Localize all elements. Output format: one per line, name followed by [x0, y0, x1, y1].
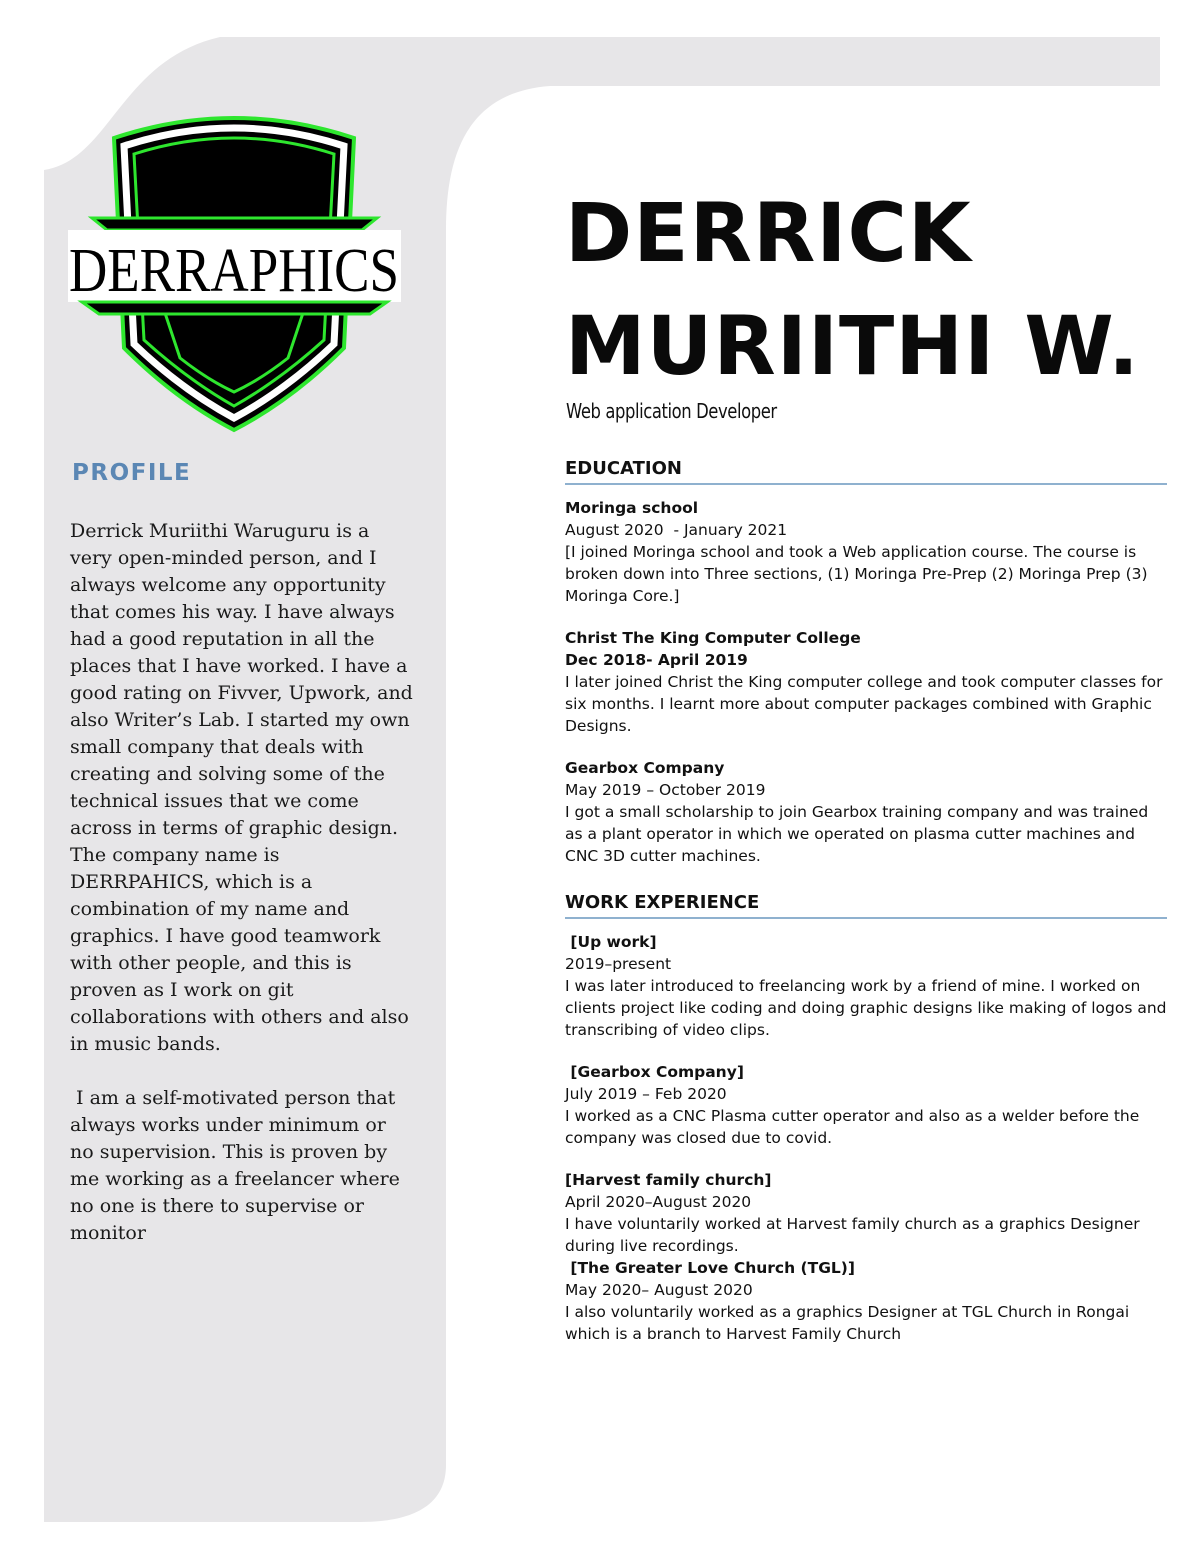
experience-dates: May 2020– August 2020	[565, 1281, 753, 1299]
experience-dates: April 2020–August 2020	[565, 1193, 752, 1211]
education-desc: [I joined Moringa school and took a Web application course. The course is broken down into Three sections, (1) Moringa Pre-Prep (2) Moringa Prep (3) Moringa Core.]	[565, 543, 1148, 605]
education-entry	[565, 627, 1167, 737]
education-desc: I got a small scholarship to join Gearbox training company and was trained as a plant operator in which we operated on plasma cutter machines and CNC 3D cutter machines.	[565, 803, 1149, 865]
experience-dates: 2019–present	[565, 955, 672, 973]
experience-entry	[565, 1257, 1167, 1345]
education-org: Christ The King Computer College	[565, 629, 861, 647]
education-dates: August 2020 - January 2021	[565, 521, 788, 539]
education-desc: I later joined Christ the King computer college and took computer classes for six months. I learnt more about computer packages combined with Graphic Designs.	[565, 673, 1163, 735]
profile-body	[70, 518, 415, 1274]
profile-paragraph: I am a self-motivated person that always works under minimum or no supervision. This is proven by me working as a freelancer where no one is there to supervise or monitor	[70, 1087, 406, 1244]
experience-org: [Up work]	[565, 933, 657, 951]
education-heading: EDUCATION	[565, 458, 1167, 485]
experience-desc: I have voluntarily worked at Harvest family church as a graphics Designer during live recordings.	[565, 1215, 1140, 1255]
education-entry	[565, 497, 1167, 607]
experience-entry	[565, 1169, 1167, 1257]
experience-desc: I worked as a CNC Plasma cutter operator and also as a welder before the company was closed due to covid.	[565, 1107, 1140, 1147]
experience-org: [The Greater Love Church (TGL)]	[565, 1259, 855, 1277]
education-entry	[565, 757, 1167, 867]
education-org: Gearbox Company	[565, 759, 725, 777]
logo-text: DERRAPHICS	[69, 237, 399, 305]
experience-section	[565, 892, 1167, 1345]
experience-org: [Gearbox Company]	[565, 1063, 744, 1081]
education-org: Moringa school	[565, 499, 699, 517]
name-line-1: DERRICK	[565, 187, 972, 281]
profile-title: PROFILE	[72, 460, 192, 486]
experience-desc: I was later introduced to freelancing work by a friend of mine. I worked on clients project like coding and doing graphic designs like making of logos and transcribing of video clips.	[565, 977, 1167, 1039]
page-title	[565, 178, 1140, 404]
education-dates: May 2019 – October 2019	[565, 781, 766, 799]
experience-heading: WORK EXPERIENCE	[565, 892, 1167, 919]
experience-entry	[565, 1061, 1167, 1149]
experience-dates: July 2019 – Feb 2020	[565, 1085, 727, 1103]
name-line-2: MURIITHI W.	[565, 300, 1140, 394]
education-dates: Dec 2018- April 2019	[565, 651, 748, 669]
experience-org: [Harvest family church]	[565, 1171, 772, 1189]
education-section	[565, 458, 1167, 867]
profile-paragraph: Derrick Muriithi Waruguru is a very open-minded person, and I always welcome any opportunity that comes his way. I have always had a good reputation in all the places that I have worked. I have a good rating on Fivver, Upwork, and also Writer’s Lab. I started my own small company that deals with creating and solving some of the technical issues that we come across in terms of graphic design. The company name is DERRPAHICS, which is a combination of my name and graphics. I have good teamwork with other people, and this is proven as I work on git collaborations with others and also in music bands.	[70, 520, 413, 1055]
experience-entry	[565, 931, 1167, 1041]
derraphics-logo	[62, 108, 407, 433]
job-title: Web application Developer	[566, 399, 777, 423]
experience-desc: I also voluntarily worked as a graphics Designer at TGL Church in Rongai which is a branch to Harvest Family Church	[565, 1303, 1130, 1343]
